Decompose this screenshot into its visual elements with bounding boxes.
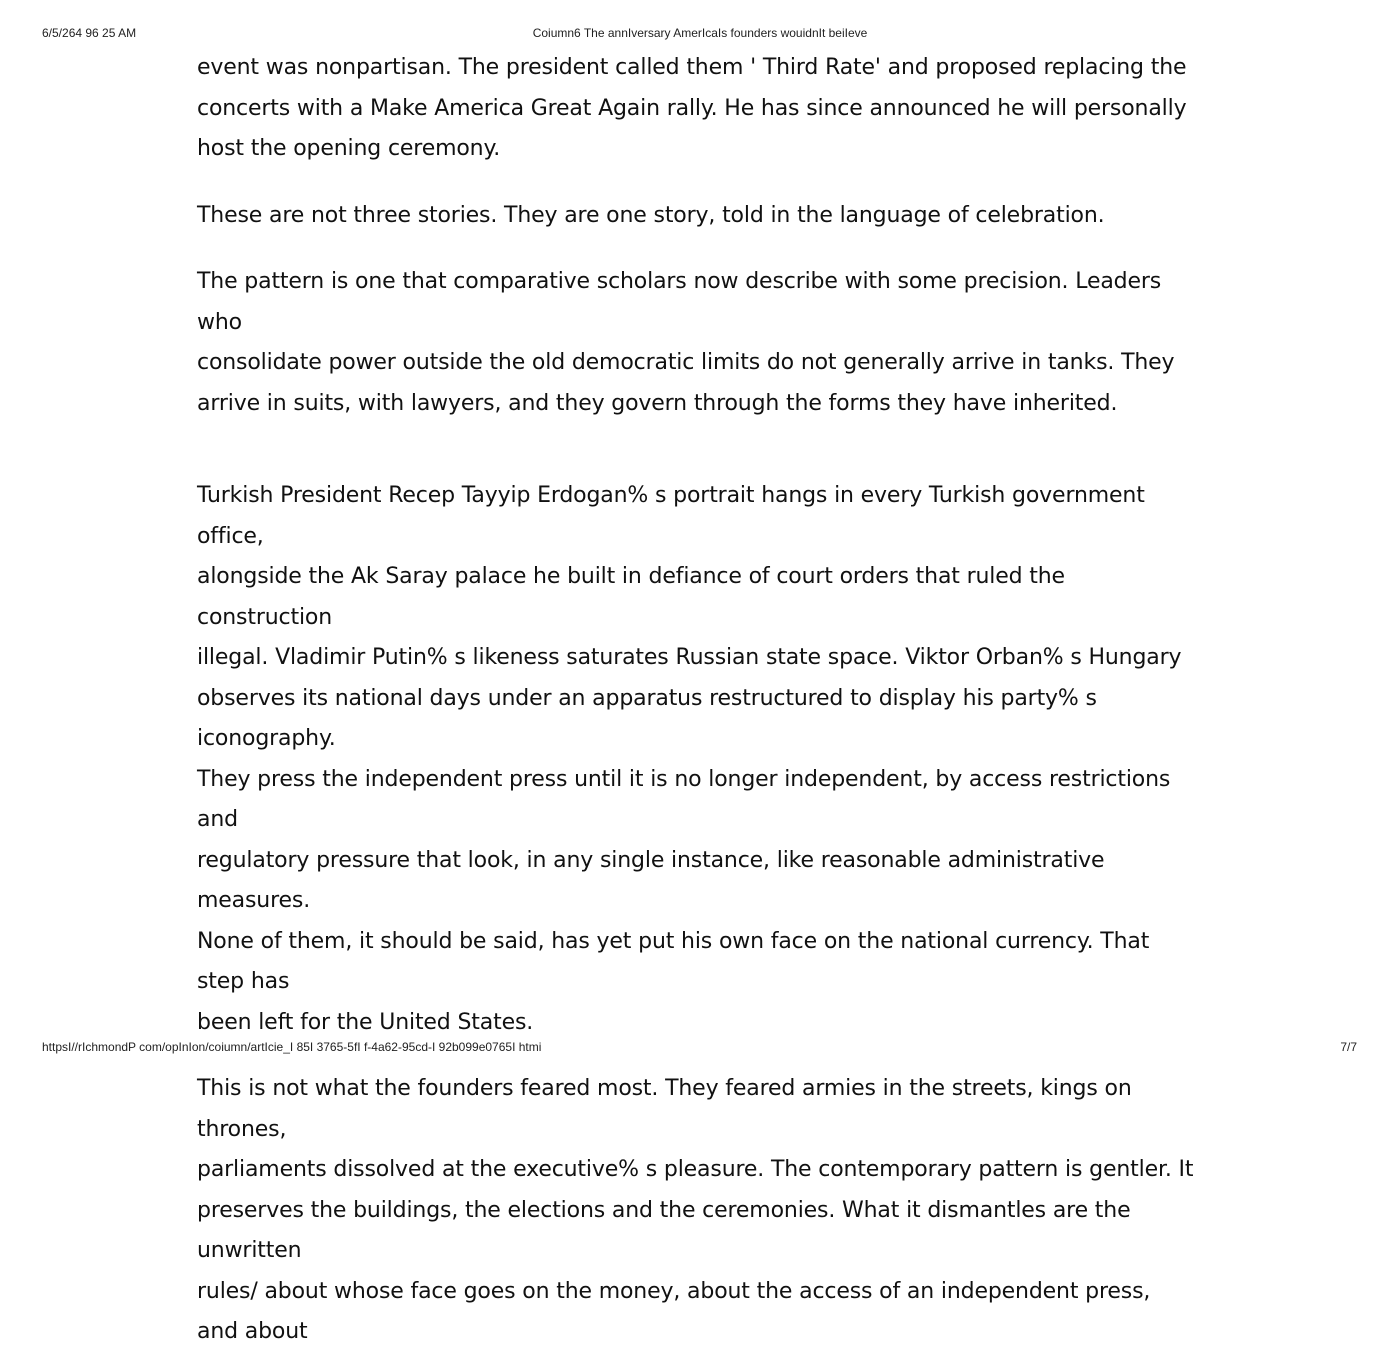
print-date-time: 6/5/264 96 25 AM [42, 26, 137, 40]
article-paragraph: Turkish President Recep Tayyip Erdogan% s portrait hangs in every Turkish government office, alongside the Ak Saray palace he built in defiance of court orders that ruled the construction illegal. Vladimir Putin% s likeness saturates Russian state space. Viktor Orban% s Hungary observes its national days under an apparatus restructured to display his party% s iconography. They press the independent press until it is no longer independent, by access restrictions and regulatory pressure that look, in any single instance, like reasonable administrative measures. None of them, it should be said, has yet put his own face on the national currency. That step has been left for the United States. [197, 483, 1182, 1035]
article-paragraph: event was nonpartisan. The president called them ' Third Rate' and proposed replacing the concerts with a Make America Great Again rally. He has since announced he will personally host the opening ceremony. [197, 55, 1187, 161]
article-paragraph: These are not three stories. They are one story, told in the language of celebration. [197, 202, 1105, 228]
article-paragraph: This is not what the founders feared most. They feared armies in the streets, kings on thrones, parliaments dissolved at the executive% s pleasure. The contemporary pattern is gentler. It preserves the buildings, the elections and the ceremonies. What it dismantles are the unwritten rules/ about whose face goes on the money, about the access of an independent press, and about [197, 1076, 1194, 1344]
print-page-url: httpsI//rIchmondP com/opInIon/coiumn/artIcie_I 85I 3765-5fI f-4a62-95cd-I 92b099e0765I htmi [42, 1040, 542, 1054]
print-page-title: Coiumn6 The annIversary AmerIcaIs founders wouidnIt beiIeve [532, 26, 868, 40]
article-paragraph: The pattern is one that comparative scholars now describe with some precision. Leaders who consolidate power outside the old democratic limits do not generally arrive in tanks. They arrive in suits, with lawyers, and they govern through the forms they have inherited. [197, 269, 1175, 416]
article-body [197, 48, 1197, 1353]
print-page-number: 7/7 [1340, 1040, 1357, 1054]
